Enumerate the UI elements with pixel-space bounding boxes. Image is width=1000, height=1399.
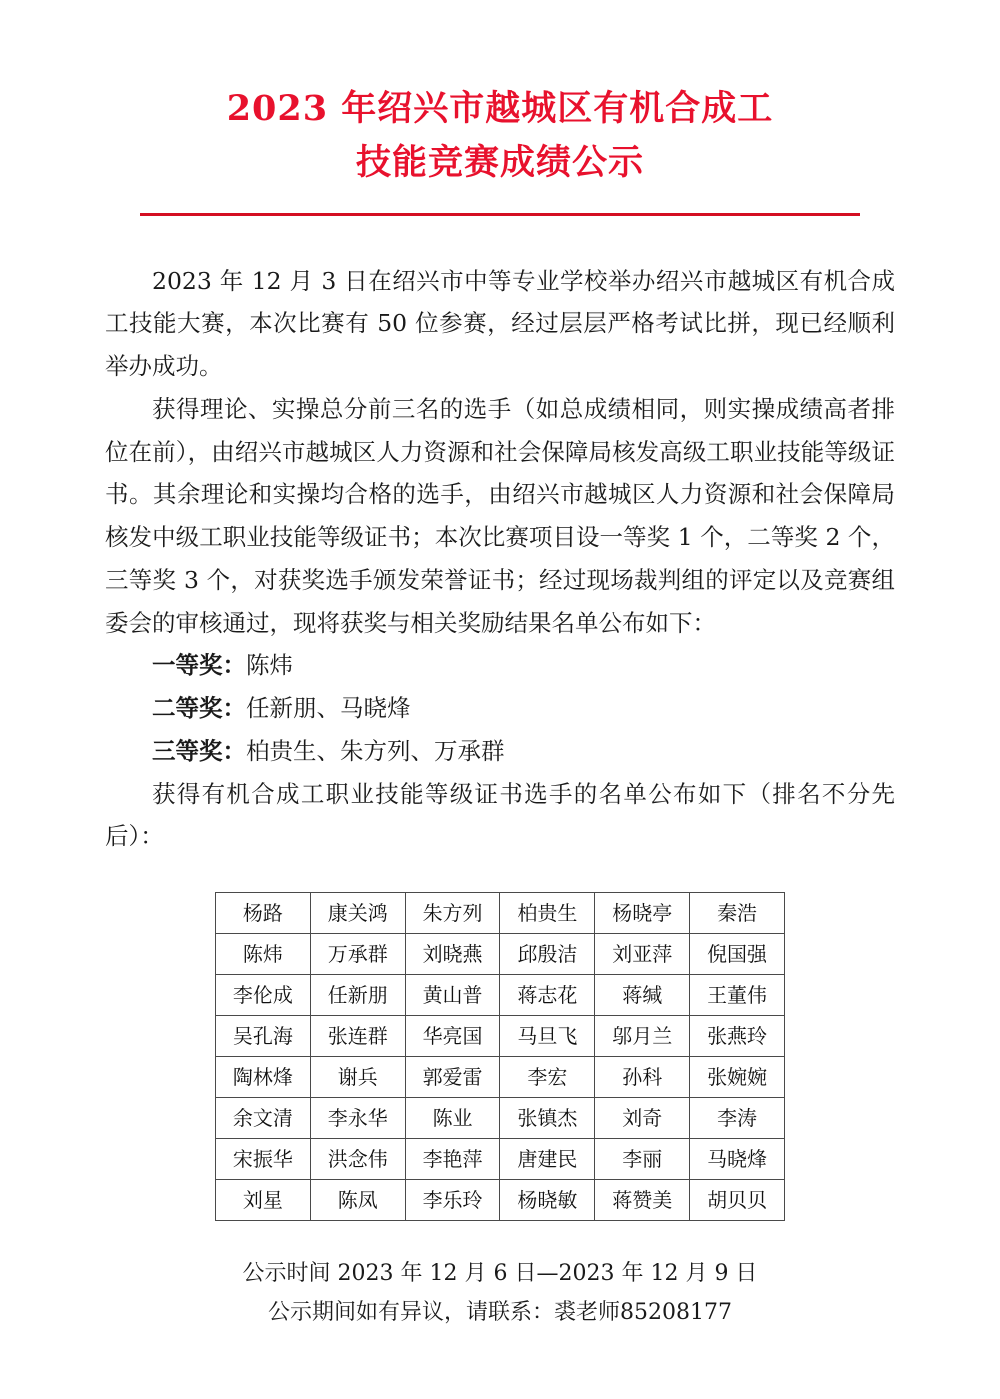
- table-cell: 杨晓亭: [595, 893, 690, 934]
- table-cell: 秦浩: [690, 893, 785, 934]
- table-cell: 康关鸿: [310, 893, 405, 934]
- table-cell: 马旦飞: [500, 1016, 595, 1057]
- award-first-prize-winners: 陈炜: [246, 651, 293, 680]
- table-cell: 洪念伟: [310, 1139, 405, 1180]
- names-table-container: [105, 892, 895, 1221]
- table-cell: 杨路: [216, 893, 311, 934]
- table-cell: 刘亚萍: [595, 934, 690, 975]
- certificate-names-table: [215, 892, 785, 1221]
- table-cell: 黄山普: [405, 975, 500, 1016]
- table-cell: 余文清: [216, 1098, 311, 1139]
- table-row: [216, 934, 785, 975]
- table-cell: 蒋缄: [595, 975, 690, 1016]
- title-divider: [140, 213, 860, 216]
- table-cell: 陶林烽: [216, 1057, 311, 1098]
- title-line-2: 技能竞赛成绩公示: [355, 142, 644, 184]
- table-cell: 蒋赞美: [595, 1180, 690, 1221]
- paragraph-certificate-list-intro: 获得有机合成工职业技能等级证书选手的名单公布如下（排名不分先后）：: [105, 779, 895, 851]
- table-cell: 李宏: [500, 1057, 595, 1098]
- table-row: [216, 1139, 785, 1180]
- page-title: [105, 82, 895, 191]
- table-cell: 李涛: [690, 1098, 785, 1139]
- table-cell: 柏贵生: [500, 893, 595, 934]
- award-third-prize: [105, 730, 895, 773]
- table-cell: 陈凤: [310, 1180, 405, 1221]
- table-cell: 张镇杰: [500, 1098, 595, 1139]
- award-first-prize-label: 一等奖：: [152, 651, 246, 680]
- table-cell: 李艳萍: [405, 1139, 500, 1180]
- table-cell: 邱殷洁: [500, 934, 595, 975]
- award-second-prize: [105, 687, 895, 730]
- table-row: [216, 1098, 785, 1139]
- table-cell: 陈炜: [216, 934, 311, 975]
- contact-info: 公示期间如有异议，请联系：裘老师85208177: [268, 1299, 732, 1325]
- table-cell: 陈业: [405, 1098, 500, 1139]
- table-cell: 张燕玲: [690, 1016, 785, 1057]
- table-cell: 唐建民: [500, 1139, 595, 1180]
- award-second-prize-label: 二等奖：: [152, 694, 246, 723]
- table-cell: 李伦成: [216, 975, 311, 1016]
- award-second-prize-winners: 任新朋、马晓烽: [246, 694, 411, 723]
- table-cell: 宋振华: [216, 1139, 311, 1180]
- table-cell: 蒋志花: [500, 975, 595, 1016]
- table-cell: 刘星: [216, 1180, 311, 1221]
- table-row: [216, 1180, 785, 1221]
- paragraph-intro: 2023 年 12 月 3 日在绍兴市中等专业学校举办绍兴市越城区有机合成工技能大赛，本次比赛有 50 位参赛，经过层层严格考试比拼，现已经顺利举办成功。: [105, 266, 895, 381]
- table-cell: 朱方列: [405, 893, 500, 934]
- table-cell: 李乐玲: [405, 1180, 500, 1221]
- table-cell: 孙科: [595, 1057, 690, 1098]
- award-first-prize: [105, 644, 895, 687]
- table-cell: 谢兵: [310, 1057, 405, 1098]
- table-cell: 胡贝贝: [690, 1180, 785, 1221]
- table-cell: 邬月兰: [595, 1016, 690, 1057]
- table-cell: 郭爱雷: [405, 1057, 500, 1098]
- table-cell: 张婉婉: [690, 1057, 785, 1098]
- table-cell: 李丽: [595, 1139, 690, 1180]
- table-row: [216, 1016, 785, 1057]
- table-cell: 张连群: [310, 1016, 405, 1057]
- document-body: [105, 260, 895, 859]
- paragraph-rules: 获得理论、实操总分前三名的选手（如总成绩相同，则实操成绩高者排位在前），由绍兴市越城区人力资源和社会保障局核发高级工职业技能等级证书。其余理论和实操均合格的选手，由绍兴市越城区人力资源和社会保障局核发中级工职业技能等级证书；本次比赛项目设一等奖 1 个，二等奖 2 个，三等奖 3 个，对获奖选手颁发荣誉证书；经过现场裁判组的评定以及竞赛组委会的审核通过，现将获奖与相关奖励结果名单公布如下：: [105, 394, 895, 637]
- table-cell: 王董伟: [690, 975, 785, 1016]
- table-cell: 吴孔海: [216, 1016, 311, 1057]
- table-cell: 倪国强: [690, 934, 785, 975]
- award-third-prize-winners: 柏贵生、朱方列、万承群: [246, 736, 505, 765]
- table-cell: 万承群: [310, 934, 405, 975]
- table-row: [216, 1057, 785, 1098]
- table-cell: 李永华: [310, 1098, 405, 1139]
- table-cell: 刘奇: [595, 1098, 690, 1139]
- table-cell: 刘晓燕: [405, 934, 500, 975]
- table-cell: 任新朋: [310, 975, 405, 1016]
- table-row: [216, 893, 785, 934]
- publicity-period: 公示时间 2023 年 12 月 6 日—2023 年 12 月 9 日: [242, 1261, 758, 1287]
- table-row: [216, 975, 785, 1016]
- table-cell: 马晓烽: [690, 1139, 785, 1180]
- table-cell: 华亮国: [405, 1016, 500, 1057]
- award-third-prize-label: 三等奖：: [152, 736, 246, 765]
- table-cell: 杨晓敏: [500, 1180, 595, 1221]
- document-footer: [105, 1255, 895, 1332]
- title-line-1: 2023 年绍兴市越城区有机合成工: [226, 88, 774, 129]
